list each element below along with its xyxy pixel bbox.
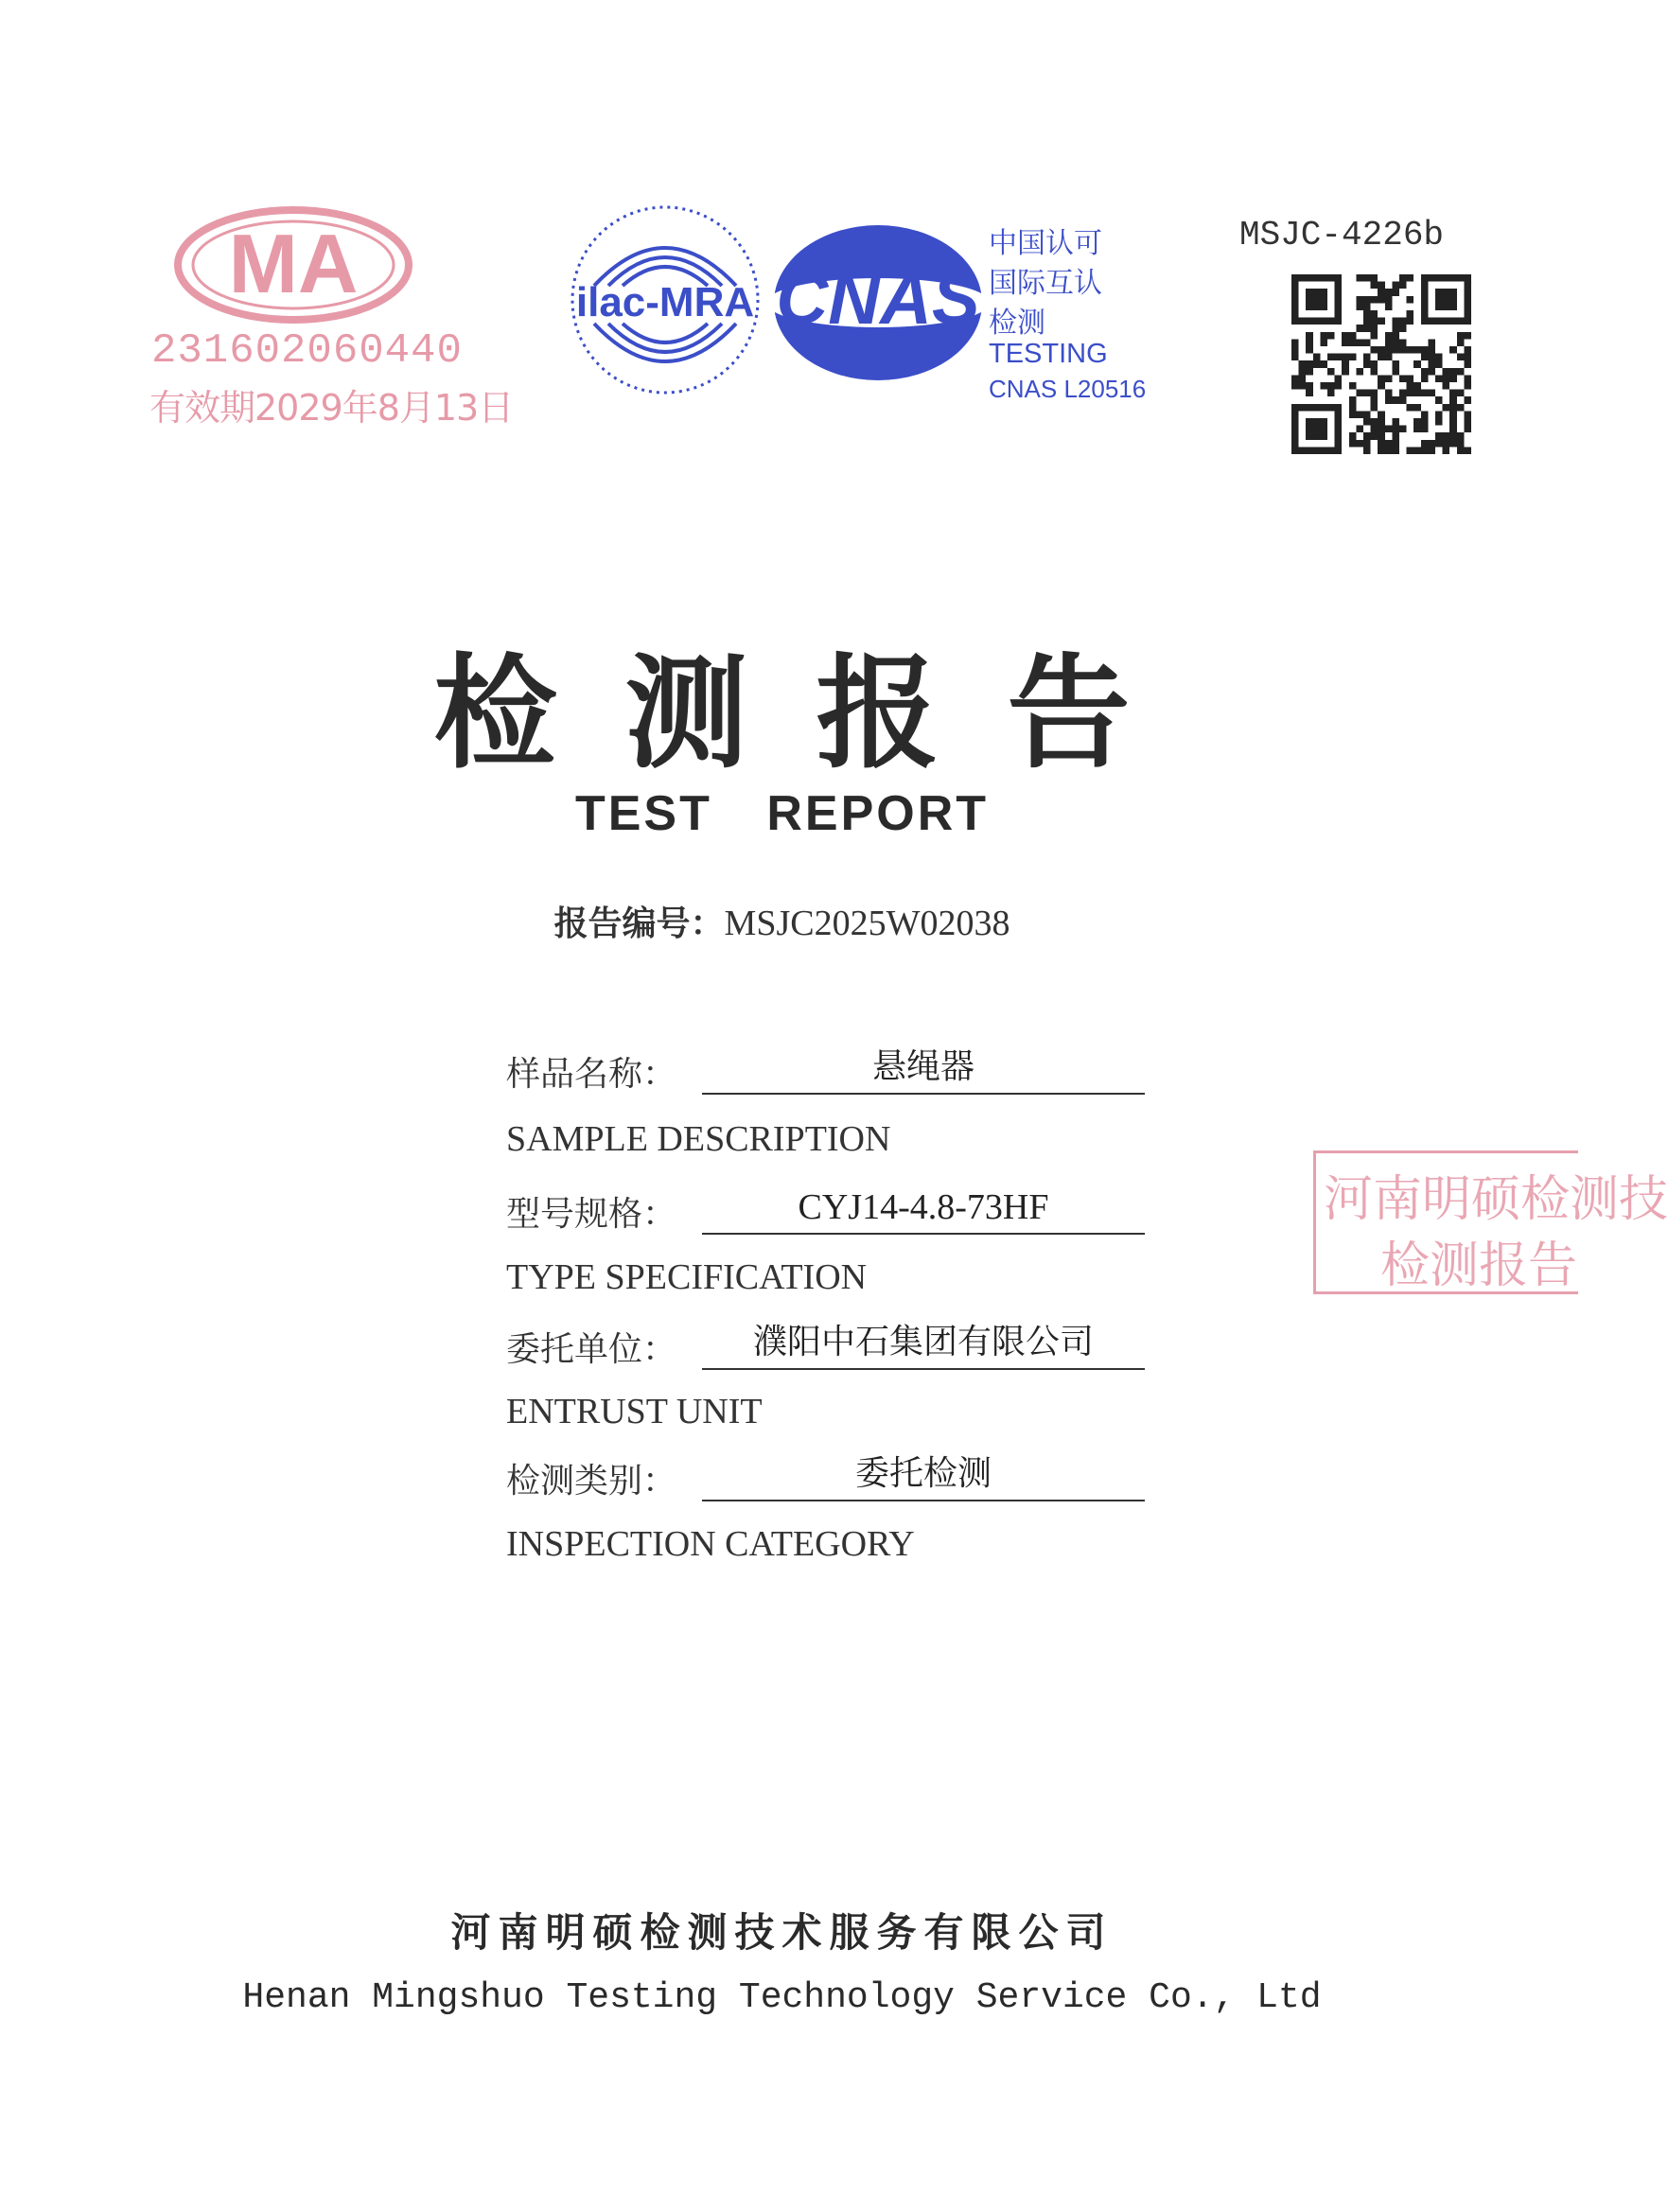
cnas-cn-line2: 国际互认 <box>989 267 1102 300</box>
type-spec-value: CYJ14-4.8-73HF <box>702 1184 1145 1235</box>
entrust-unit-label-cn: 委托单位： <box>506 1330 677 1369</box>
seal-stamp-line1: 河南明硕检测技 <box>1324 1171 1668 1228</box>
inspection-category-value: 委托检测 <box>702 1450 1145 1501</box>
cnas-logo <box>764 218 992 388</box>
cnas-en-line1: TESTING <box>989 339 1108 369</box>
type-specification-label: TYPE SPECIFICATION <box>506 1257 868 1297</box>
cnas-text: CNAS <box>776 259 980 340</box>
qr-code[interactable] <box>1291 274 1471 454</box>
cma-certificate-number: 231602060440 <box>151 327 463 375</box>
report-title-cn: 检测报告 <box>433 641 1199 785</box>
cma-logo <box>170 203 416 326</box>
report-number-label: 报告编号： <box>553 904 725 943</box>
seal-stamp <box>1313 1150 1668 1294</box>
cnas-cn-line3: 检测 <box>989 307 1045 340</box>
company-name-en: Henan Mingshuo Testing Technology Service Co., Ltd <box>242 1977 1322 2018</box>
ilac-mra-text: ilac-MRA <box>575 279 755 325</box>
company-name-cn: 河南明硕检测技术服务有限公司 <box>450 1909 1114 1956</box>
report-number-value: MSJC2025W02038 <box>724 904 1010 943</box>
sample-description-label: SAMPLE DESCRIPTION <box>506 1119 891 1159</box>
cma-logo-text: MA <box>228 217 359 310</box>
sample-name-label: 样品名称： <box>506 1055 677 1094</box>
report-number <box>0 897 1564 945</box>
cma-validity-date: 有效期2029年8月13日 <box>149 387 514 429</box>
inspection-category-label-cn: 检测类别： <box>506 1462 677 1501</box>
cnas-accreditation-number: CNAS L20516 <box>989 375 1147 403</box>
cnas-cn-line1: 中国认可 <box>989 227 1102 260</box>
inspection-category-label: INSPECTION CATEGORY <box>506 1524 915 1564</box>
sample-name-value: 悬绳器 <box>702 1044 1145 1095</box>
entrust-unit-label: ENTRUST UNIT <box>506 1392 763 1431</box>
seal-stamp-line2: 检测报告 <box>1380 1238 1578 1294</box>
entrust-unit-value: 濮阳中石集团有限公司 <box>702 1319 1145 1370</box>
form-code: MSJC-4226b <box>1239 216 1445 255</box>
report-title-en: TEST REPORT <box>574 786 990 841</box>
ilac-mra-logo <box>566 201 764 399</box>
type-spec-label: 型号规格： <box>506 1195 677 1234</box>
